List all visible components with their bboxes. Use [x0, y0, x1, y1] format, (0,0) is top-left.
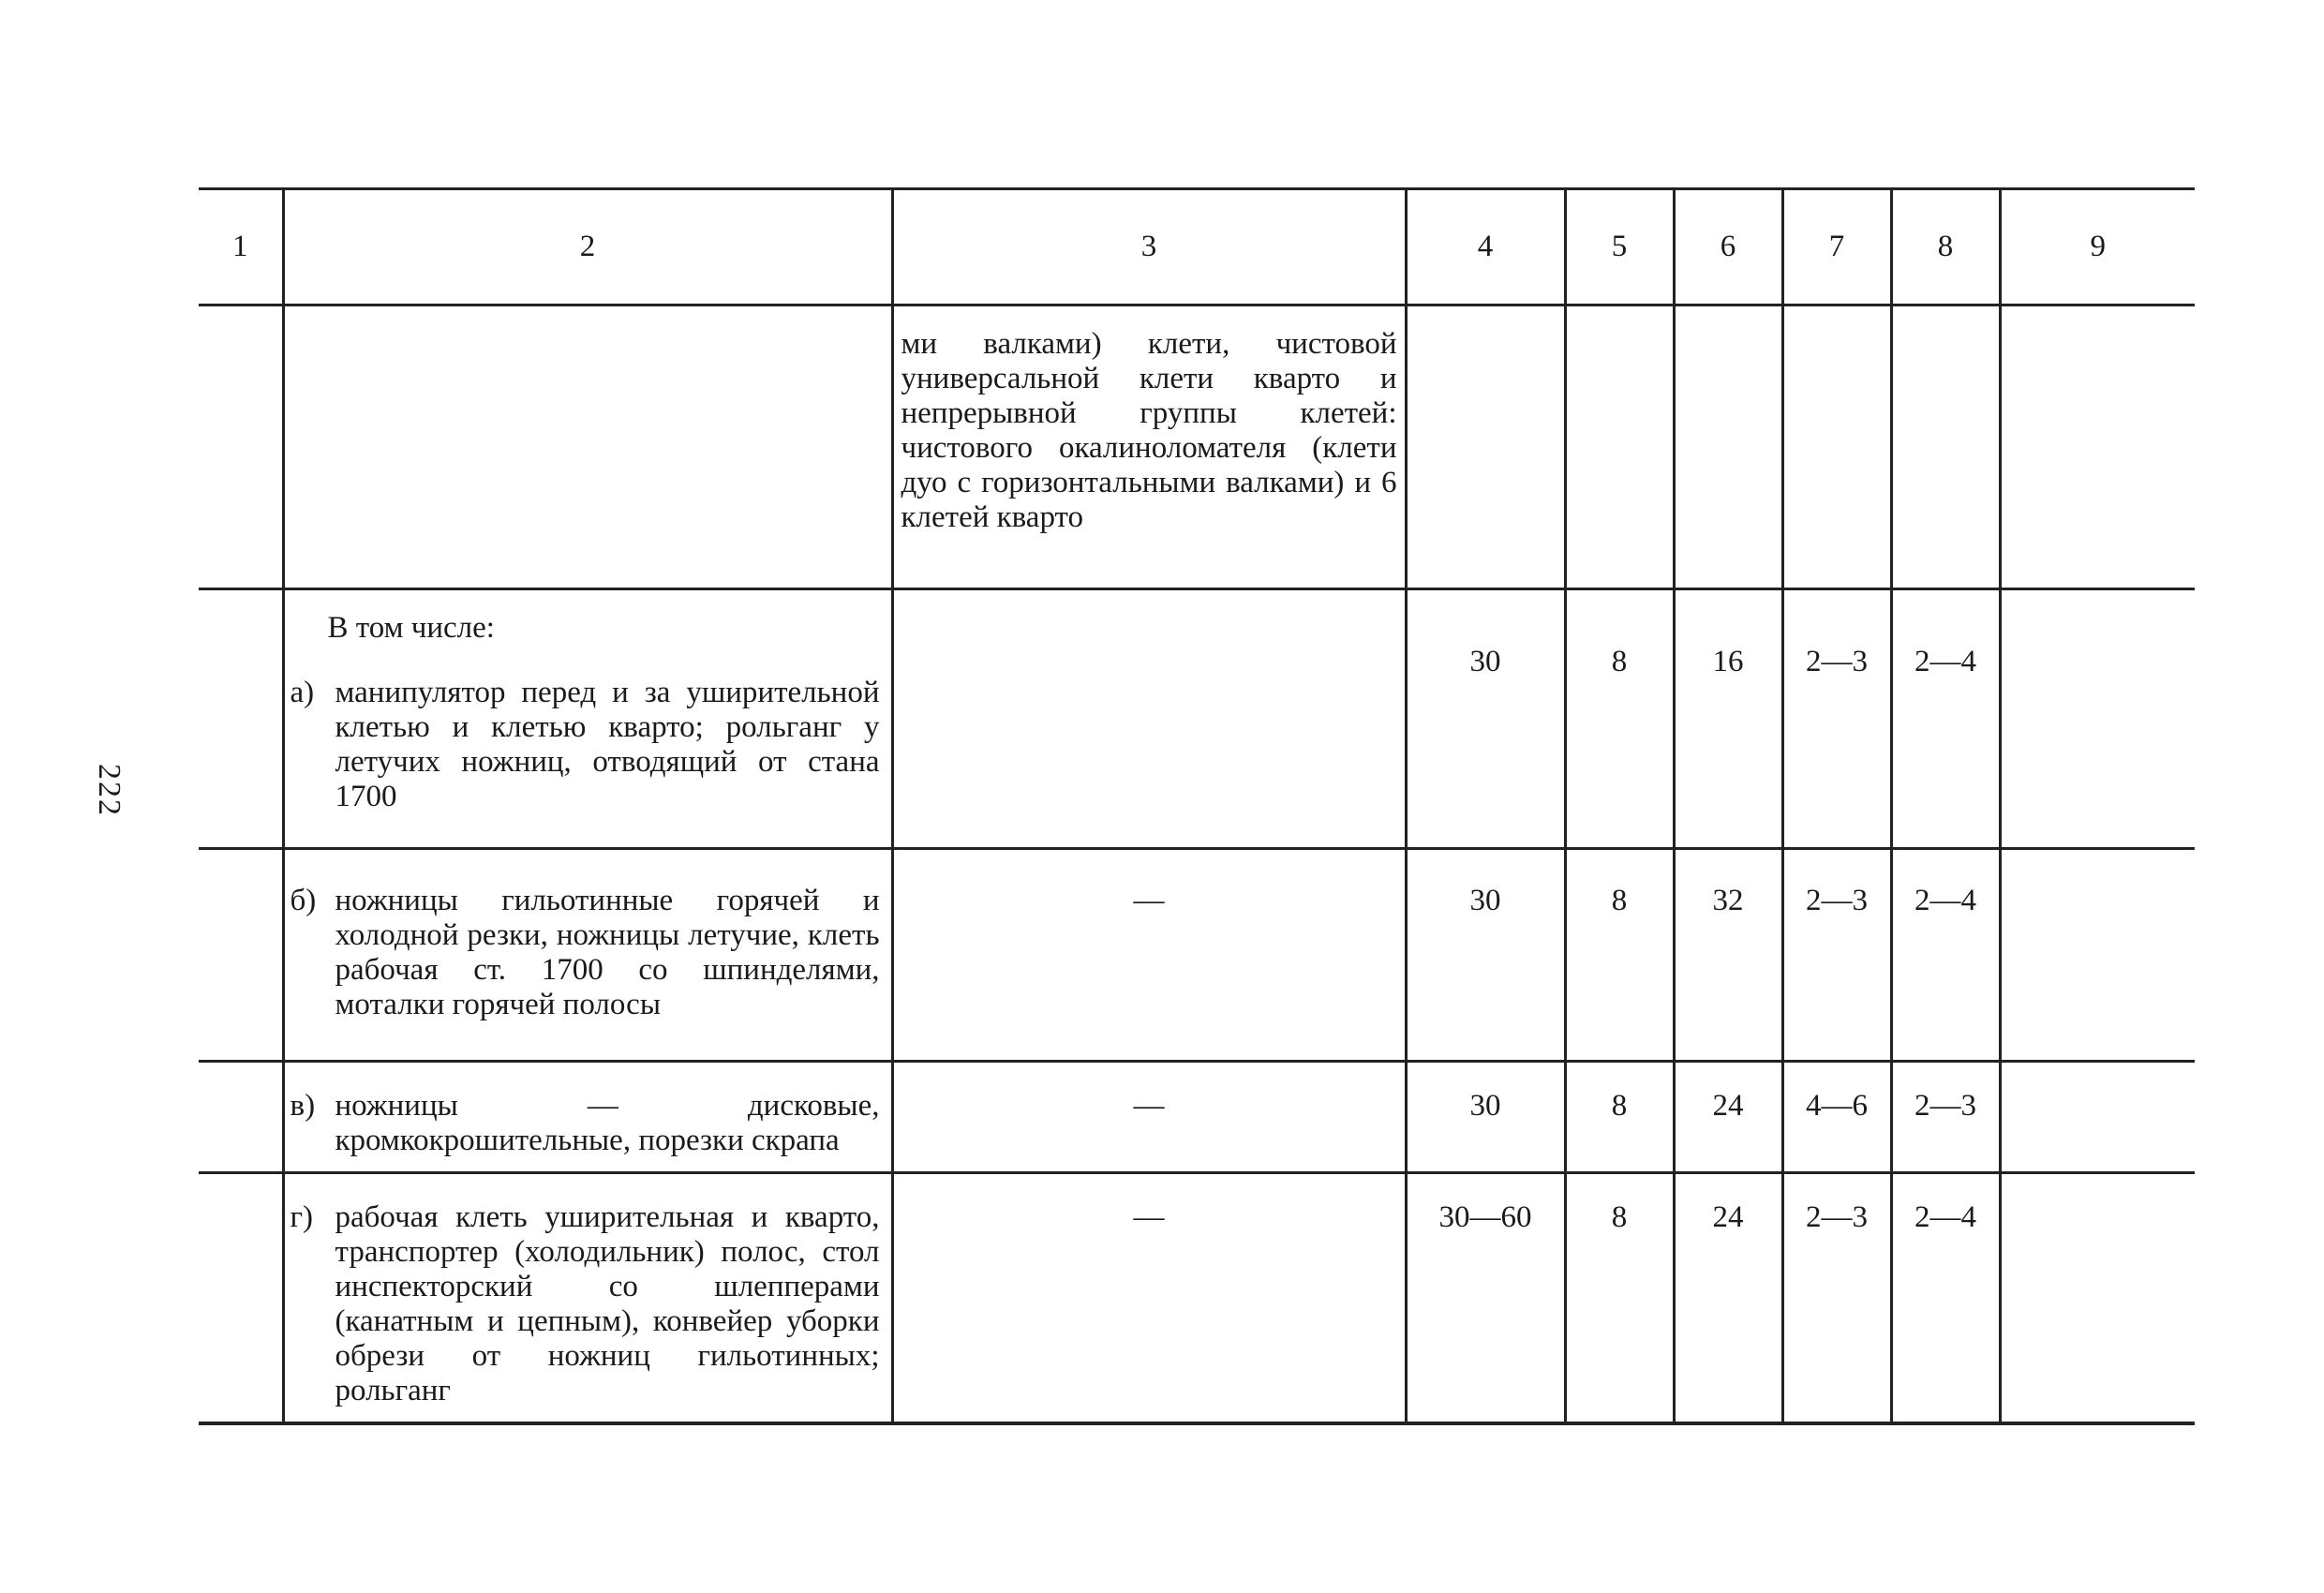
cell-col-6: 16 [1712, 645, 1744, 678]
cell-col-3: — [1133, 1089, 1165, 1123]
cell-col-5: 8 [1611, 1089, 1628, 1123]
item-marker: б) [290, 884, 317, 917]
header-col-5: 5 [1565, 189, 1674, 305]
list-item [285, 1174, 891, 1408]
cell-col-5: 8 [1611, 884, 1628, 917]
cell-col-9 [2000, 305, 2195, 589]
cell-col-7: 2—3 [1806, 645, 1868, 678]
header-col-7: 7 [1782, 189, 1891, 305]
equipment-table [199, 187, 2195, 1425]
cell-col-5 [1565, 305, 1674, 589]
cell-col-6: 24 [1712, 1089, 1744, 1123]
item-marker: г) [290, 1200, 314, 1234]
cell-col-3: — [1133, 884, 1165, 917]
cell-col-1 [199, 305, 283, 589]
header-col-3: 3 [892, 189, 1406, 305]
item-text: рабочая клеть уширительная и кварто, транспортер (холодильник) полос, стол инспекторский со шлепперами (канатным и цепным), конвейер уборки обрези от ножниц гильотинных; рольганг [335, 1200, 880, 1407]
header-col-1: 1 [199, 189, 283, 305]
cell-col-4: 30 [1469, 645, 1501, 678]
cell-col-2 [283, 849, 892, 1062]
cell-col-8: 2—3 [1914, 1089, 1976, 1123]
cell-col-7: 4—6 [1806, 1089, 1868, 1123]
cell-col-8: 2—4 [1914, 884, 1976, 917]
list-item [285, 1063, 891, 1158]
cell-col-4: 30—60 [1438, 1200, 1532, 1234]
cell-col-2 [283, 1173, 892, 1424]
cell-col-9 [2000, 849, 2195, 1062]
cell-col-5: 8 [1611, 1200, 1628, 1234]
header-col-6: 6 [1674, 189, 1782, 305]
cell-col-6: 32 [1712, 884, 1744, 917]
item-text: манипулятор перед и за уширительной клетью и клетью кварто; рольганг у летучих ножниц, отводящий от стана 1700 [335, 676, 880, 813]
cell-col-9 [2000, 589, 2195, 849]
cell-col-9 [2000, 1173, 2195, 1424]
cell-col-6 [1674, 305, 1782, 589]
header-col-8: 8 [1891, 189, 2000, 305]
cell-col-8: 2—4 [1914, 1200, 1976, 1234]
subheading: В том числе: [327, 611, 495, 645]
cell-col-7: 2—3 [1806, 884, 1868, 917]
cell-col-7: 2—3 [1806, 1200, 1868, 1234]
cell-col-4: 30 [1469, 1089, 1501, 1123]
cell-col-8: 2—4 [1914, 645, 1976, 678]
cell-col-3 [892, 589, 1406, 849]
list-item [285, 676, 891, 814]
table-row [199, 1062, 2195, 1173]
cell-col-3-continuation: ми валками) клети, чистовой универсальной клети кварто и непрерывной группы клетей: чистового окалиноломателя (клети дуо с горизонтальными валками) и 6 клетей кварто [892, 305, 1406, 589]
table-row [199, 589, 2195, 849]
cell-col-5: 8 [1611, 645, 1628, 678]
cell-col-1 [199, 1062, 283, 1173]
page-number: 222 [92, 764, 127, 817]
table-row [199, 305, 2195, 589]
cell-col-4 [1406, 305, 1565, 589]
header-row [199, 189, 2195, 305]
cell-col-1 [199, 1173, 283, 1424]
header-col-4: 4 [1406, 189, 1565, 305]
table-row [199, 1173, 2195, 1424]
item-text: ножницы — дисковые, кромкокрошительные, порезки скрапа [335, 1089, 880, 1157]
list-item [285, 850, 891, 1022]
cell-col-1 [199, 849, 283, 1062]
cell-col-6: 24 [1712, 1200, 1744, 1234]
item-marker: а) [290, 676, 315, 709]
cell-col-9 [2000, 1062, 2195, 1173]
cell-col-2 [283, 589, 892, 849]
cell-col-4: 30 [1469, 884, 1501, 917]
header-col-9: 9 [2000, 189, 2195, 305]
cell-col-3: — [1133, 1200, 1165, 1234]
cell-col-7 [1782, 305, 1891, 589]
cell-col-1 [199, 589, 283, 849]
item-marker: в) [290, 1089, 316, 1123]
item-text: ножницы гильотинные горячей и холодной резки, ножницы летучие, клеть рабочая ст. 1700 со шпинделями, моталки горячей полосы [335, 884, 880, 1021]
cell-col-8 [1891, 305, 2000, 589]
header-col-2: 2 [283, 189, 892, 305]
cell-col-2 [283, 1062, 892, 1173]
table-row [199, 849, 2195, 1062]
cell-col-2 [283, 305, 892, 589]
